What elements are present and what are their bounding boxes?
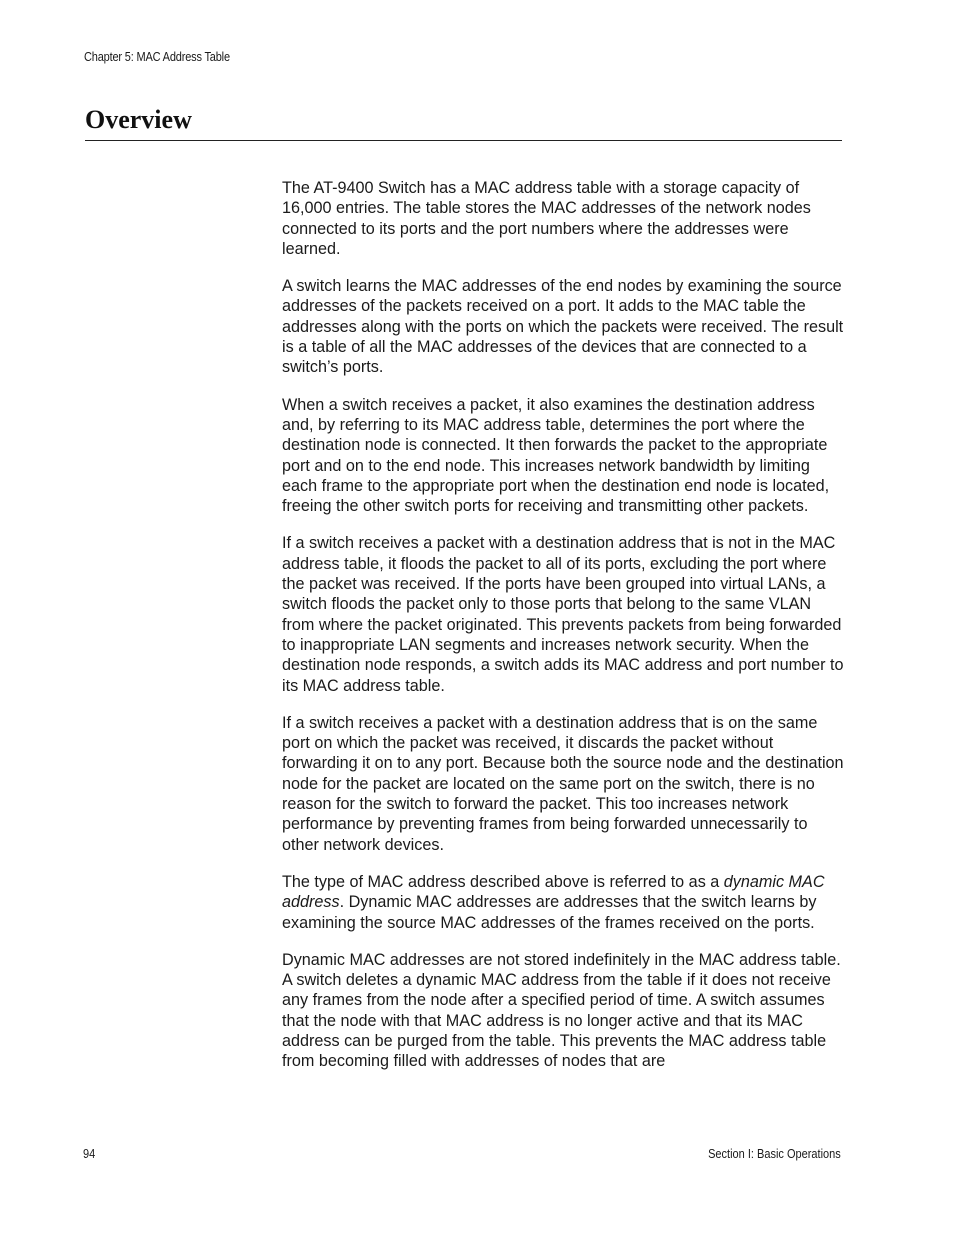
dynamic-description-text: . Dynamic MAC addresses are addresses that the switch learns by examining the source MAC addresses of the frames received on the ports. xyxy=(282,893,817,932)
paragraph-aging: Dynamic MAC addresses are not stored indefinitely in the MAC address table. A switch deletes a dynamic MAC address from the table if it does not receive any frames from the node after a specified period of time. A switch assumes that the node with that MAC address is no longer active and that its MAC address can be purged from the table. This prevents the MAC address table from becoming filled with addresses of nodes that are xyxy=(282,950,841,1071)
paragraph-flooding: If a switch receives a packet with a destination address that is not in the MAC address table, it floods the packet to all of its ports, excluding the port where the packet was received. If the ports have been grouped into virtual LANs, a switch floods the packet only to those ports that belong to the same VLAN from where the packet originated. This prevents packets from being forwarded to inappropriate LAN segments and increases network security. When the destination node responds, a switch adds its MAC address and port number to its MAC address table. xyxy=(282,534,844,695)
body-text xyxy=(282,178,844,1072)
dynamic-intro-text: The type of MAC address described above is referred to as a xyxy=(282,872,724,891)
dynamic-mac-term: dynamic MAC address xyxy=(282,872,825,912)
paragraph-forwarding: When a switch receives a packet, it also examines the destination address and, by referring to its MAC address table, determines the port where the destination node is connected. It then forwards the packet to the appropriate port and on to the end node. This increases network bandwidth by limiting each frame to the appropriate port when the destination end node is located, freeing the other switch ports for receiving and transmitting other packets. xyxy=(282,395,830,516)
running-header: Chapter 5: MAC Address Table xyxy=(84,50,230,64)
paragraph-learning: A switch learns the MAC addresses of the end nodes by examining the source addresses of the packets received on a port. It adds to the MAC table the addresses along with the ports on which the packets were received. The result is a table of all the MAC addresses of the devices that are connected to a switch’s ports. xyxy=(282,277,844,377)
paragraph-dynamic-definition xyxy=(282,872,844,933)
section-title: Overview xyxy=(85,105,192,134)
paragraph-discarding: If a switch receives a packet with a destination address that is on the same port on which the packet was received, it discards the packet without forwarding it on to any port. Because both the source node and the destination node for the packet are located on the same port on the switch, there is no reason for the switch to forward the packet. This too increases network performance by preventing frames from being forwarded unnecessarily to other network devices. xyxy=(282,713,844,854)
title-rule xyxy=(85,140,842,141)
page-number: 94 xyxy=(83,1147,96,1161)
paragraph-storage-capacity: The AT-9400 Switch has a MAC address table with a storage capacity of 16,000 entries. The table stores the MAC addresses of the network nodes connected to its ports and the port numbers where the addresses were learned. xyxy=(282,179,811,258)
footer-section-name: Section I: Basic Operations xyxy=(708,1147,841,1161)
